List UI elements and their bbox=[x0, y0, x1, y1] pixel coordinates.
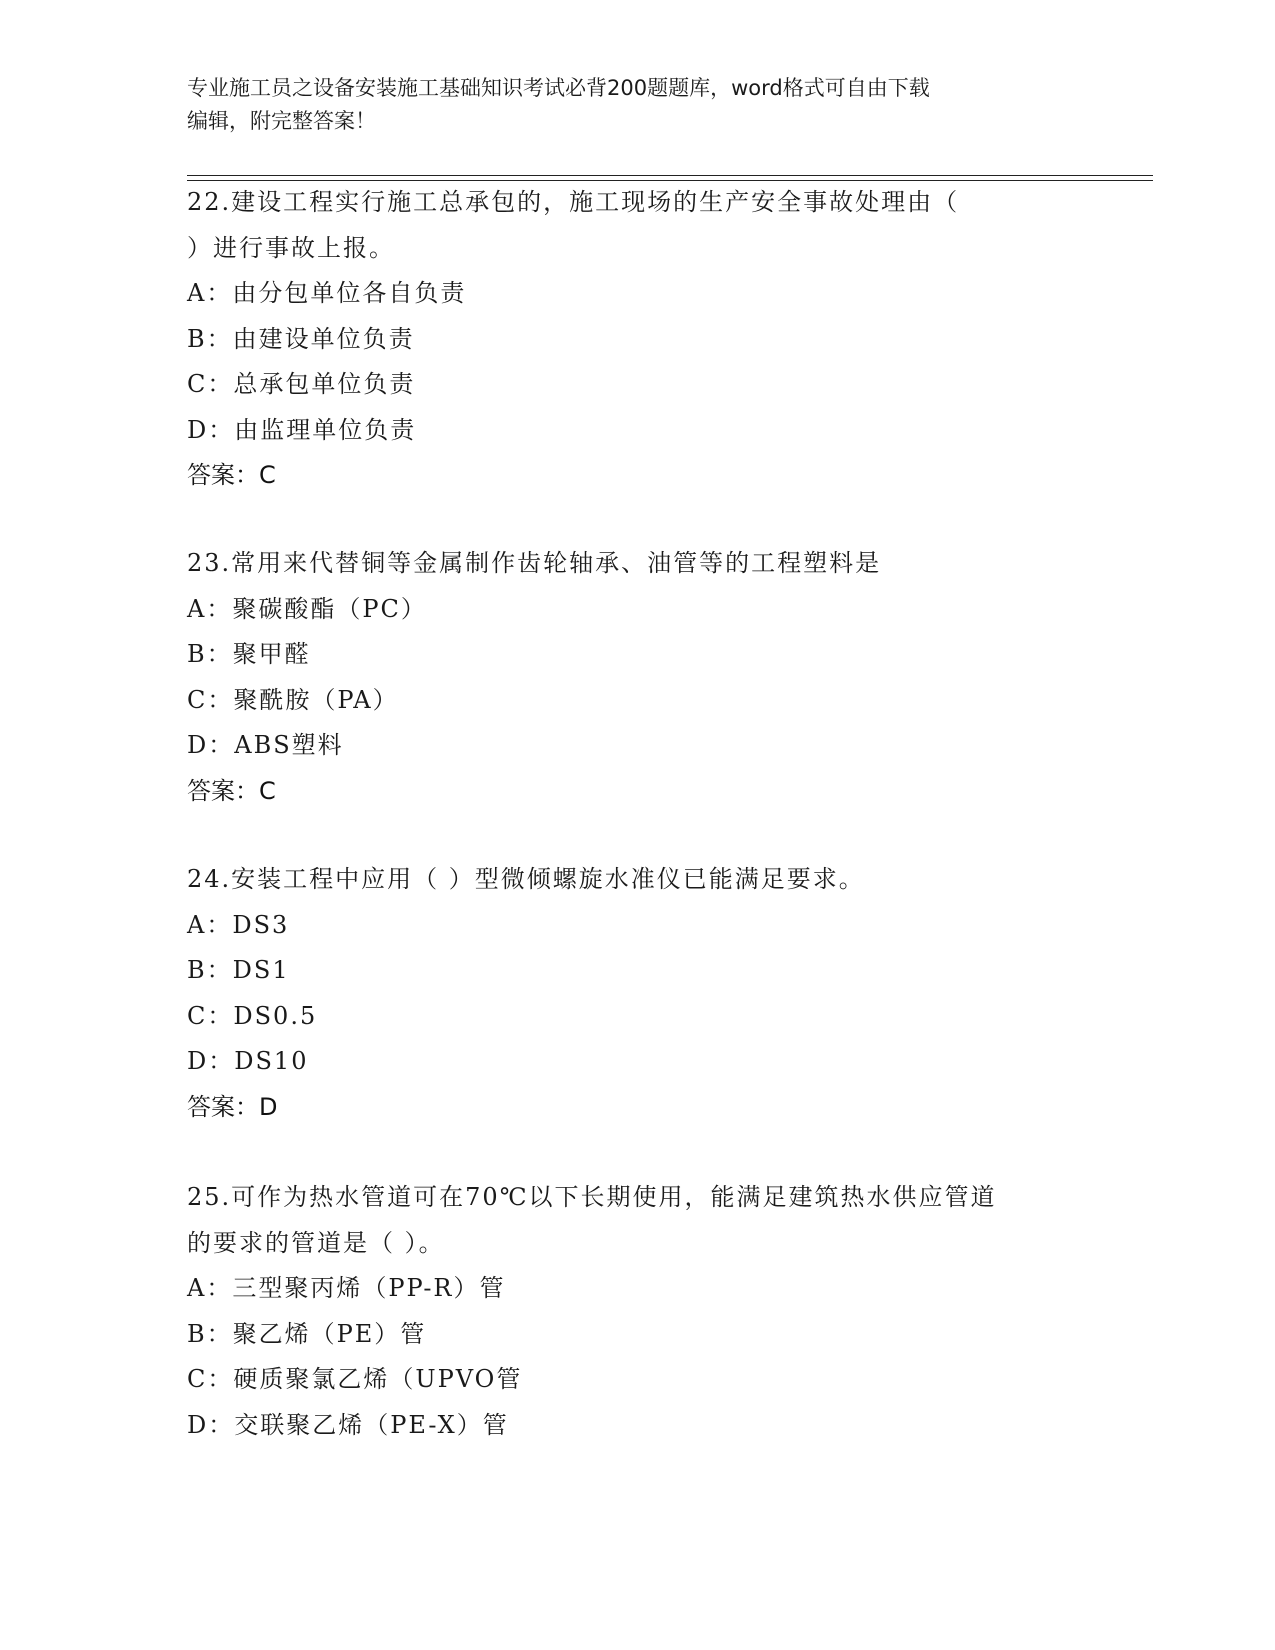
option-a: A：三型聚丙烯（PP-R）管 bbox=[187, 1274, 506, 1302]
option-d: D：由监理单位负责 bbox=[187, 415, 417, 444]
option-b: B：DS1 bbox=[187, 956, 290, 984]
question-22 bbox=[187, 180, 1087, 499]
question-text: 22.建设工程实行施工总承包的，施工现场的生产安全事故处理由（ bbox=[187, 188, 960, 216]
option-d: D：DS10 bbox=[187, 1047, 309, 1075]
option-a: A：DS3 bbox=[187, 910, 290, 939]
question-text: 的要求的管道是（ ）。 bbox=[187, 1228, 445, 1257]
option-a: A：由分包单位各自负责 bbox=[187, 279, 467, 307]
document-header bbox=[187, 72, 1087, 138]
option-d: D：ABS塑料 bbox=[187, 731, 344, 759]
header-line: 编辑，附完整答案！ bbox=[187, 109, 376, 133]
question-text: 23.常用来代替铜等金属制作齿轮轴承、油管等的工程塑料是 bbox=[187, 549, 882, 577]
answer: 答案：C bbox=[187, 776, 276, 805]
question-text: ）进行事故上报。 bbox=[187, 233, 395, 262]
question-text: 24.安装工程中应用（ ）型微倾螺旋水准仪已能满足要求。 bbox=[187, 865, 865, 893]
option-c: C：总承包单位负责 bbox=[187, 370, 416, 398]
option-c: C：DS0.5 bbox=[187, 1001, 318, 1030]
option-b: B：聚乙烯（PE）管 bbox=[187, 1319, 427, 1348]
question-text: 25.可作为热水管道可在70℃以下长期使用，能满足建筑热水供应管道 bbox=[187, 1183, 997, 1211]
answer: 答案：C bbox=[187, 461, 276, 489]
header-line: 专业施工员之设备安装施工基础知识考试必背200题题库，word格式可自由下载 bbox=[187, 76, 930, 100]
question-25 bbox=[187, 1175, 1087, 1448]
option-c: C：聚酰胺（PA） bbox=[187, 685, 399, 714]
header-divider bbox=[187, 175, 1153, 176]
question-23 bbox=[187, 541, 1087, 814]
option-c: C：硬质聚氯乙烯（UPVO管 bbox=[187, 1365, 523, 1393]
option-b: B：聚甲醛 bbox=[187, 640, 311, 668]
question-24 bbox=[187, 857, 1087, 1130]
option-d: D：交联聚乙烯（PE-X）管 bbox=[187, 1410, 509, 1439]
answer: 答案：D bbox=[187, 1092, 278, 1121]
option-a: A：聚碳酸酯（PC） bbox=[187, 594, 427, 623]
option-b: B：由建设单位负责 bbox=[187, 324, 415, 353]
